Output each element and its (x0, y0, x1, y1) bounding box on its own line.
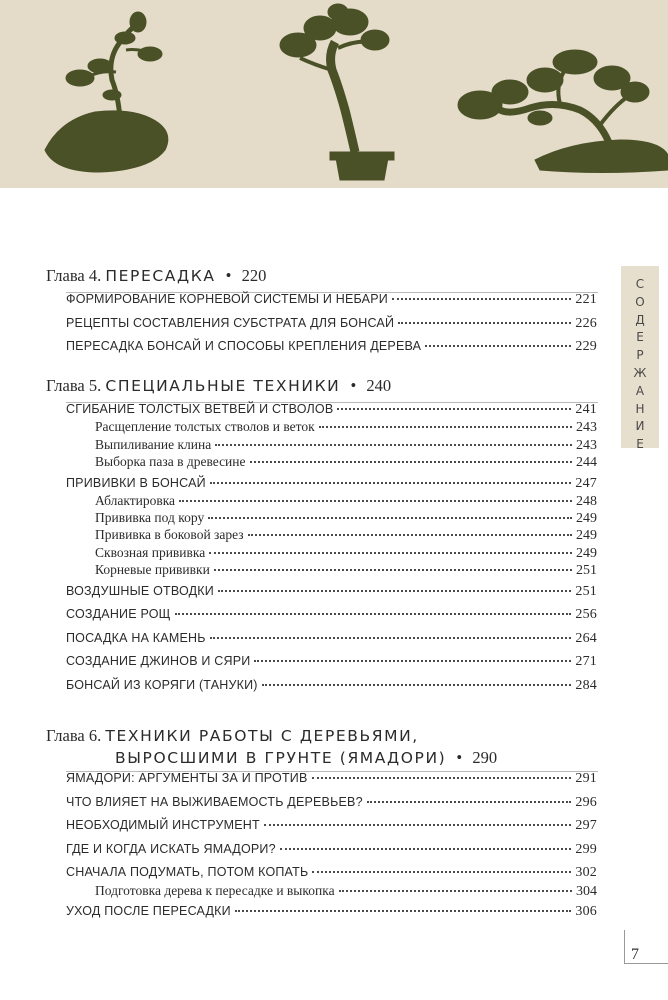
entry-title: Сквозная прививка (95, 544, 206, 560)
entry-title: ПЕРЕСАДКА БОНСАЙ И СПОСОБЫ КРЕПЛЕНИЯ ДЕРЕВА (66, 339, 422, 354)
entry-title: СОЗДАНИЕ ДЖИНОВ И СЯРИ (66, 654, 251, 669)
dot-leader (208, 516, 572, 519)
chapter-title: ПЕРЕСАДКА (105, 267, 216, 285)
header-banner (0, 0, 668, 188)
dot-leader (179, 499, 572, 502)
entry-page: 244 (576, 454, 597, 470)
toc-section-entry[interactable] (66, 771, 597, 787)
entry-page: 284 (575, 678, 597, 693)
chapter-title: ТЕХНИКИ РАБОТЫ С ДЕРЕВЬЯМИ, (105, 727, 419, 745)
entry-page: 271 (575, 654, 597, 670)
toc-subsection-entry[interactable] (95, 510, 597, 527)
entry-title: СГИБАНИЕ ТОЛСТЫХ ВЕТВЕЙ И СТВОЛОВ (66, 402, 334, 416)
entry-title: СОЗДАНИЕ РОЩ (66, 607, 171, 622)
dot-leader (337, 407, 571, 410)
bonsai-left-icon (45, 12, 168, 172)
chapter-number: Глава 6. (46, 726, 106, 745)
chapter-page: 240 (366, 376, 392, 395)
toc-subsection-entry[interactable] (95, 437, 597, 454)
entry-page: 304 (576, 883, 597, 899)
chapter-bullet: • (221, 266, 236, 285)
chapter-heading[interactable] (46, 376, 391, 396)
toc-section-entry[interactable] (66, 678, 597, 694)
side-tab-label: СОДЕРЖАНИЕ (633, 277, 647, 452)
toc-subsection-entry[interactable] (95, 454, 597, 471)
dot-leader (280, 847, 572, 850)
dot-leader (175, 612, 572, 615)
entry-page: 256 (575, 607, 597, 623)
dot-leader (312, 776, 572, 779)
toc-section-entry[interactable] (66, 654, 597, 670)
dot-leader (218, 589, 571, 592)
entry-page: 221 (575, 292, 597, 307)
entry-title: Корневые прививки (95, 562, 210, 577)
entry-title: Расщепление толстых стволов и веток (95, 419, 315, 435)
entry-title: РЕЦЕПТЫ СОСТАВЛЕНИЯ СУБСТРАТА ДЛЯ БОНСАЙ (66, 315, 395, 330)
chapter-number: Глава 5. (46, 376, 106, 395)
toc-subsection-entry[interactable] (95, 883, 597, 900)
entry-page: 296 (575, 794, 597, 810)
entry-page: 306 (575, 904, 597, 920)
dot-leader (367, 800, 572, 803)
entry-page: 291 (575, 771, 597, 786)
entry-page: 249 (576, 528, 597, 544)
chapter-heading[interactable] (46, 266, 266, 286)
entry-page: 241 (575, 402, 597, 417)
entry-title: ПРИВИВКИ В БОНСАЙ (66, 475, 206, 490)
dot-leader (319, 425, 572, 428)
dot-leader (235, 909, 572, 912)
entry-title: Аблактировка (95, 492, 176, 508)
entry-page: 243 (576, 420, 597, 436)
entry-page: 249 (576, 511, 597, 527)
dot-leader (250, 460, 573, 463)
toc-section-entry[interactable] (66, 631, 597, 647)
entry-page: 264 (575, 630, 597, 646)
entry-page: 251 (576, 563, 597, 578)
entry-page: 299 (575, 841, 597, 857)
entry-title: ФОРМИРОВАНИЕ КОРНЕВОЙ СИСТЕМЫ И НЕБАРИ (66, 292, 388, 306)
dot-leader (209, 551, 572, 554)
entry-title: Выборка паза в древесине (95, 453, 246, 469)
toc-subsection-entry[interactable] (95, 419, 597, 436)
dot-leader (210, 636, 572, 639)
chapter-page: 220 (241, 266, 267, 285)
dot-leader (312, 870, 571, 873)
entry-title: Прививка под кору (95, 510, 205, 526)
entry-title: ПОСАДКА НА КАМЕНЬ (66, 630, 206, 645)
chapter-title: СПЕЦИАЛЬНЫЕ ТЕХНИКИ (105, 377, 341, 395)
dot-leader (264, 823, 572, 826)
toc-section-entry[interactable] (66, 584, 597, 600)
entry-title: Подготовка дерева к пересадке и выкопка (95, 882, 335, 898)
bonsai-illustrations (0, 0, 668, 188)
chapter-bullet: • (346, 376, 361, 395)
dot-leader (215, 443, 572, 446)
bonsai-middle-icon (280, 4, 394, 180)
dot-leader (339, 889, 572, 892)
chapter-heading[interactable] (46, 725, 497, 769)
toc-section-entry[interactable] (66, 402, 597, 418)
entry-page: 251 (575, 583, 597, 599)
page-corner-line (624, 930, 625, 964)
toc-section-entry[interactable] (66, 904, 597, 920)
chapter-page: 290 (472, 748, 498, 767)
toc-section-entry[interactable] (66, 795, 597, 811)
dot-leader (425, 344, 571, 347)
entry-title: ГДЕ И КОГДА ИСКАТЬ ЯМАДОРИ? (66, 841, 276, 856)
page-number: 7 (631, 946, 639, 963)
dot-leader (210, 481, 572, 484)
entry-title: УХОД ПОСЛЕ ПЕРЕСАДКИ (66, 904, 231, 919)
toc-section-entry[interactable] (66, 292, 597, 308)
entry-title: Выпиливание клина (95, 436, 212, 452)
entry-title: ЧТО ВЛИЯЕТ НА ВЫЖИВАЕМОСТЬ ДЕРЕВЬЕВ? (66, 794, 363, 809)
toc-subsection-entry[interactable] (95, 493, 597, 510)
entry-page: 226 (575, 315, 597, 331)
chapter-title-line2: ВЫРОСШИМИ В ГРУНТЕ (ЯМАДОРИ) (115, 749, 447, 767)
entry-title: ЯМАДОРИ: АРГУМЕНТЫ ЗА И ПРОТИВ (66, 771, 308, 785)
dot-leader (254, 659, 571, 662)
toc-section-entry[interactable] (66, 476, 597, 492)
section-side-tab (621, 266, 659, 452)
entry-title: ВОЗДУШНЫЕ ОТВОДКИ (66, 583, 214, 598)
toc-section-entry[interactable] (66, 316, 597, 332)
entry-title: СНАЧАЛА ПОДУМАТЬ, ПОТОМ КОПАТЬ (66, 865, 309, 880)
bonsai-right-icon (458, 50, 668, 173)
chapter-number: Глава 4. (46, 266, 106, 285)
toc-subsection-entry[interactable] (95, 527, 597, 544)
entry-title: БОНСАЙ ИЗ КОРЯГИ (ТАНУКИ) (66, 678, 258, 692)
dot-leader (214, 568, 572, 571)
entry-page: 229 (575, 339, 597, 355)
toc-section-entry[interactable] (66, 818, 597, 834)
dot-leader (262, 683, 572, 686)
entry-title: НЕОБХОДИМЫЙ ИНСТРУМЕНТ (66, 818, 260, 833)
entry-page: 302 (575, 865, 597, 881)
toc-subsection-entry[interactable] (95, 562, 597, 579)
dot-leader (392, 297, 571, 300)
chapter-bullet: • (452, 748, 467, 767)
entry-title: Прививка в боковой зарез (95, 527, 244, 543)
dot-leader (398, 321, 571, 324)
entry-page: 297 (575, 818, 597, 834)
toc-section-entry[interactable] (66, 842, 597, 858)
entry-page: 247 (575, 475, 597, 491)
toc-section-entry[interactable] (66, 339, 597, 355)
toc-subsection-entry[interactable] (95, 545, 597, 562)
entry-page: 248 (576, 493, 597, 509)
toc-section-entry[interactable] (66, 607, 597, 623)
entry-page: 243 (576, 437, 597, 453)
entry-page: 249 (576, 545, 597, 561)
toc-section-entry[interactable] (66, 865, 597, 881)
dot-leader (248, 533, 572, 536)
